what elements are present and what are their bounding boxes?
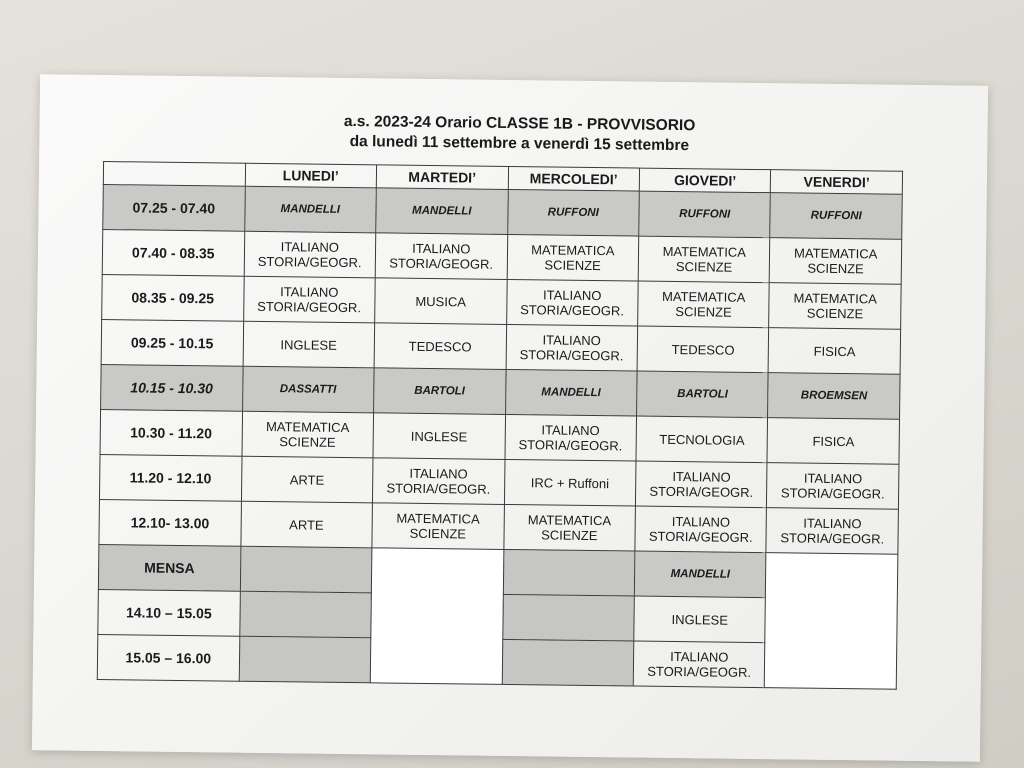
subject-cell: ITALIANO STORIA/GEOGR. [504,414,636,461]
time-slot: 09.25 - 10.15 [101,320,243,367]
time-slot: 12.10- 13.00 [99,499,241,546]
subject-cell: MATEMATICA SCIENZE [507,234,639,281]
teacher-cell: MANDELLI [634,551,766,598]
schedule-table [97,161,903,690]
header-wednesday: MERCOLEDI’ [508,166,640,191]
subject-cell: ITALIANO STORIA/GEOGR. [506,324,638,371]
subject-cell: ITALIANO STORIA/GEOGR. [633,641,765,688]
subject-cell: ITALIANO STORIA/GEOGR. [243,276,375,323]
subject-cell: INGLESE [243,321,375,368]
mensa-label: MENSA [98,544,240,591]
subject-cell: INGLESE [373,413,505,460]
empty-cell-grey [502,639,634,686]
subject-cell: ARTE [240,501,372,548]
subject-cell: ARTE [241,456,373,503]
subject-cell: MATEMATICA SCIENZE [769,283,901,330]
teacher-cell: BROEMSEN [768,373,900,420]
subject-cell: MATEMATICA SCIENZE [503,504,635,551]
subject-cell: ITALIANO STORIA/GEOGR. [372,458,504,505]
time-slot: 07.40 - 08.35 [102,230,244,277]
subject-cell: TEDESCO [637,326,769,373]
empty-cell-grey [239,636,371,683]
title-line-2: da lunedì 11 settembre a venerdì 15 settembre [349,133,690,155]
subject-cell: ITALIANO STORIA/GEOGR. [635,461,767,508]
subject-cell: FISICA [767,418,899,465]
empty-tuesday-afternoon [370,548,503,685]
subject-cell: TECNOLOGIA [636,416,768,463]
subject-cell: MATEMATICA SCIENZE [770,238,902,285]
timetable-sheet [32,74,988,762]
subject-cell: FISICA [769,328,901,375]
empty-friday-afternoon [765,553,898,690]
empty-cell-grey [240,546,372,593]
subject-cell: MATEMATICA SCIENZE [638,281,770,328]
teacher-cell: MANDELLI [244,186,376,233]
teacher-cell: RUFFONI [507,189,639,236]
subject-cell: MUSICA [375,278,507,325]
header-friday: VENERDI’ [771,170,903,195]
teacher-cell: DASSATTI [242,366,374,413]
teacher-cell: BARTOLI [637,371,769,418]
subject-cell: IRC + Ruffoni [504,459,636,506]
subject-cell: ITALIANO STORIA/GEOGR. [506,279,638,326]
subject-cell: MATEMATICA SCIENZE [372,503,504,550]
teacher-cell: BARTOLI [374,368,506,415]
empty-cell-grey [503,549,635,596]
teacher-cell: RUFFONI [639,191,771,238]
time-slot: 14.10 – 15.05 [98,589,240,636]
title-line-1: a.s. 2023-24 Orario CLASSE 1B - PROVVISORIO [343,112,696,135]
subject-cell: ITALIANO STORIA/GEOGR. [635,506,767,553]
empty-cell-grey [239,591,371,638]
time-slot: 10.15 - 10.30 [101,365,243,412]
time-slot: 08.35 - 09.25 [102,275,244,322]
subject-cell: MATEMATICA SCIENZE [242,411,374,458]
header-thursday: GIOVEDI’ [639,168,771,193]
time-slot: 10.30 - 11.20 [100,409,242,456]
teacher-cell: MANDELLI [505,369,637,416]
header-monday: LUNEDI’ [245,163,377,188]
time-slot: 07.25 - 07.40 [103,185,245,232]
subject-cell: INGLESE [634,596,766,643]
header-corner [103,162,245,187]
subject-cell: ITALIANO STORIA/GEOGR. [375,233,507,280]
time-slot: 15.05 – 16.00 [97,634,239,681]
subject-cell: ITALIANO STORIA/GEOGR. [766,508,898,555]
teacher-cell: RUFFONI [770,193,902,240]
subject-cell: MATEMATICA SCIENZE [638,236,770,283]
subject-cell: TEDESCO [374,323,506,370]
time-slot: 11.20 - 12.10 [99,454,241,501]
subject-cell: ITALIANO STORIA/GEOGR. [767,463,899,510]
subject-cell: ITALIANO STORIA/GEOGR. [244,231,376,278]
teacher-cell: MANDELLI [376,188,508,235]
document-title [39,108,987,160]
header-tuesday: MARTEDI’ [376,165,508,190]
empty-cell-grey [502,594,634,641]
